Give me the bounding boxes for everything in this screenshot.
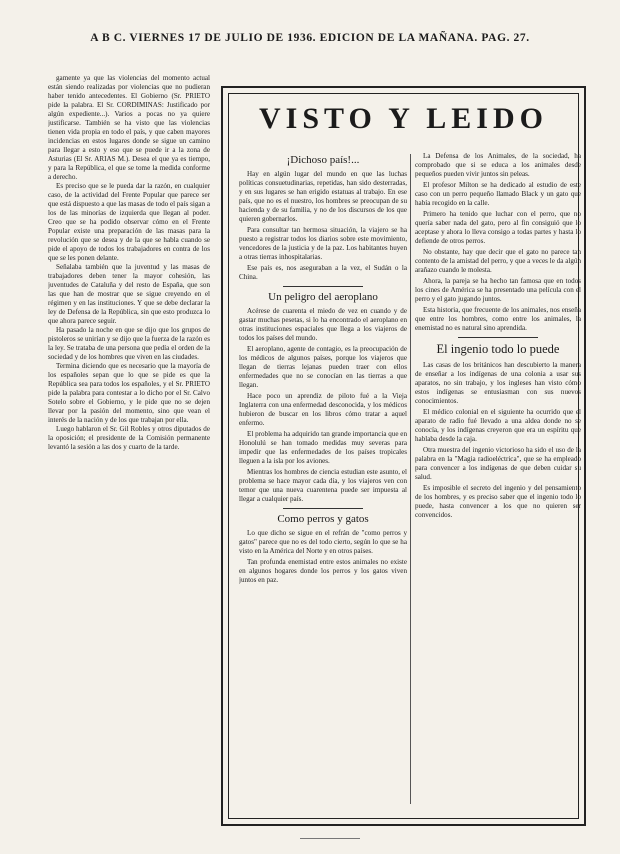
section-paragraph: Ese país es, nos aseguraban a la vez, el Sudán o la China. — [239, 264, 407, 281]
section-divider — [283, 286, 363, 287]
section-paragraph: Ahora, la pareja se ha hecho tan famosa que en todos los cines de América se ha presentado una película con el perro y el gato jugando juntos. — [415, 277, 581, 303]
section-paragraph: Acérese de cuarenta el miedo de vez en cuando y de gastar muchas pesetas, si lo ha encontrado el aeroplano en otras instituciones espaciales que llega a los viajeros de todos los países del mundo. — [239, 307, 407, 342]
section-paragraph: Hay en algún lugar del mundo en que las luchas políticas consuetudinarias, repetidas, han sido desterradas, y en sus lugares se han erigido estatuas al trabajo. En ese país, que no es el nuestro, los hombres se preocupan de su hacienda y de su familia, y no de los discursos de los que quieren gobernarlos. — [239, 170, 407, 223]
section-title: Como perros y gatos — [277, 513, 369, 525]
footer-rule — [300, 838, 360, 839]
section-title: El ingenio todo lo puede — [436, 342, 560, 356]
section-paragraph: Hace poco un aprendiz de piloto fué a la Vieja Inglaterra con una enfermedad desconocida, y los médicos hubieron de buscar en los libros cómo tratar a aquel enfermo. — [239, 392, 407, 427]
section-paragraph: Mientras los hombres de ciencia estudian este asunto, el problema se hace mayor cada día, y los viajeros ven con temor que una nueva cuarentena puede ser impuesta al llegar a cualquier país. — [239, 468, 407, 503]
left-paragraph: Luego hablaron el Sr. Gil Robles y otros diputados de la oposición; el presidente de la Comisión permanente levantó la sesión a las dos y cuarto de la tarde. — [48, 425, 210, 451]
section-paragraph: No obstante, hay que decir que el gato no parece tan contento de la amistad del perro, y que a veces le da algún arañazo cuando le molesta. — [415, 248, 581, 274]
feature-box — [221, 86, 586, 826]
section-paragraph: Primero ha tenido que luchar con el perro, que no quería saber nada del gato, pero al fin consiguió que lo aceptase y ahora lo lleva consigo a todas partes y hasta lo defiende de otros perros. — [415, 210, 581, 245]
section-paragraph: Lo que dicho se sigue en el refrán de "como perros y gatos" parece que no es del todo cierto, según lo que se ha visto en la América del Norte y en otros países. — [239, 529, 407, 555]
section-title: ¡Dichoso país!... — [286, 154, 360, 166]
section-paragraph: Tan profunda enemistad entre estos animales no existe en algunos hogares donde los perros y los gatos viven juntos en paz. — [239, 558, 407, 584]
section-divider — [458, 337, 538, 338]
left-paragraph: Es preciso que se le pueda dar la razón, en cualquier caso, de la actividad del Frente Popular que parece ser que está dispuesto a que las masas de todo el país sigan a los de las minorías de izquierda que llegan al poder. Creo que se ha podido observar cómo en el Frente Popular existe una preparación de las masas para la revolución que se desea y de la que se habla cuando se pide el apoyo de todos los trabajadores en contra de los que se les ponen delante. — [48, 182, 210, 262]
section-paragraph: El profesor Milton se ha dedicado al estudio de este caso con un perro pequeño llamado Black y un gato que había recogido en la calle. — [415, 181, 581, 207]
section-divider — [283, 508, 363, 509]
section-paragraph: Las casas de los británicos han descubierto la manera de enseñar a los indígenas de una colonia a usar sus aparatos, no sin trabajo, y los ingleses han visto cómo estos indígenas se entusiasman con sus nuevos conocimientos. — [415, 361, 581, 405]
left-paragraph: Termina diciendo que es necesario que la mayoría de los españoles sepan que lo que se pide es que la República sea para todos los españoles, y el Sr. PRIETO pide la palabra para contestar a lo dicho por el Sr. Calvo Sotelo sobre el Gobierno, y le pide que no se dejen llevar por la pasión del momento, sino que vean el interés de la nación y de los que trabajan por ella. — [48, 362, 210, 424]
section-paragraph: Esta historia, que frecuente de los animales, nos enseña que entre los hombres, como entre los animales, la enemistad no es natural sino aprendida. — [415, 306, 581, 332]
section-paragraph: El médico colonial en el siguiente ha ocurrido que el aparato de radio fué llevado a una aldea donde no se conocía, y los indígenas creyeron que era un espíritu que hablaba desde la caja. — [415, 408, 581, 443]
column-divider — [410, 154, 411, 804]
feature-masthead: VISTO Y LEIDO — [259, 102, 548, 135]
section-paragraph: La Defensa de los Animales, de la sociedad, ha comprobado que si se educa a los animales desde pequeños pueden vivir juntos sin peleas. — [415, 152, 581, 178]
section-paragraph: Otra muestra del ingenio victorioso ha sido el uso de la palabra en la "Magia radioeléctrica", que se ha empleado para convencer a los indígenas de que deben cuidar su salud. — [415, 446, 581, 481]
left-paragraph: gamente ya que las violencias del momento actual están siendo realizadas por violencias que no pudieran haber tenido antecedentes. El Gobierno (Sr. PRIETO pide la palabra. El Sr. CORDIMINAS: Justificado por algún expediente...). Varios a pocas no ya quiere justificarse. También se ha visto que las violencias tienen vida propia en todo el país, y que caben mayores incidencias en estos lugares donde se sigue un camino para llegar a esto y eso que se puede ir a la zona de Asturias (El Sr. ARIAS M.). Desea el que ya es tiempo, y para la República, el que se tome la medida conforme a derecho. — [48, 74, 210, 181]
section-paragraph: El problema ha adquirido tan grande importancia que en Honolulú se han tomado medidas muy severas para impedir que las enfermedades de los países tropicales lleguen a la isla por los aviones. — [239, 430, 407, 465]
page-header: A B C. VIERNES 17 DE JULIO DE 1936. EDICION DE LA MAÑANA. PAG. 27. — [90, 32, 530, 44]
left-column — [48, 74, 210, 834]
section-paragraph: Es imposible el secreto del ingenio y del pensamiento de los hombres, y es preciso saber que el ingenio todo lo puede, hasta convencer a los que no quieren ser convencidos. — [415, 484, 581, 519]
left-paragraph: Señalaba también que la juventud y las masas de trabajadores deben tener la mayor cohesión, las juventudes de Cataluña y del resto de España, que son las que han de mostrar que se sigue creyendo en el régimen y en las instituciones. Y que se debe declarar la ley de Defensa de la República, sin que esto produzca lo que ahora parece seguir. — [48, 263, 210, 325]
section-paragraph: Para consultar tan hermosa situación, la viajero se ha puesto a registrar todos los diarios sobre este movimiento, vencedores de la justicia y de la paz. Los habitantes huyen a otras tierras inhospitalarias. — [239, 226, 407, 261]
section-paragraph: El aeroplano, agente de contagio, es la preocupación de los médicos de algunos países, porque los viajeros que llegan de tierras lejanas pueden traer con ellos enfermedades que no se conocían en las tierras a que llegan. — [239, 345, 407, 389]
section-title: Un peligro del aeroplano — [268, 291, 378, 303]
left-paragraph: Ha pasado la noche en que se dijo que los grupos de pistoleros se unirían y se dijo que la fuerza de la razón es la ley. Se trataba de una persona que pedía el orden de la sociedad y de los hombres que viven en las ciudades. — [48, 326, 210, 361]
feature-box-inner — [228, 93, 579, 819]
feature-column-right — [415, 152, 581, 812]
feature-column-left — [239, 152, 407, 812]
